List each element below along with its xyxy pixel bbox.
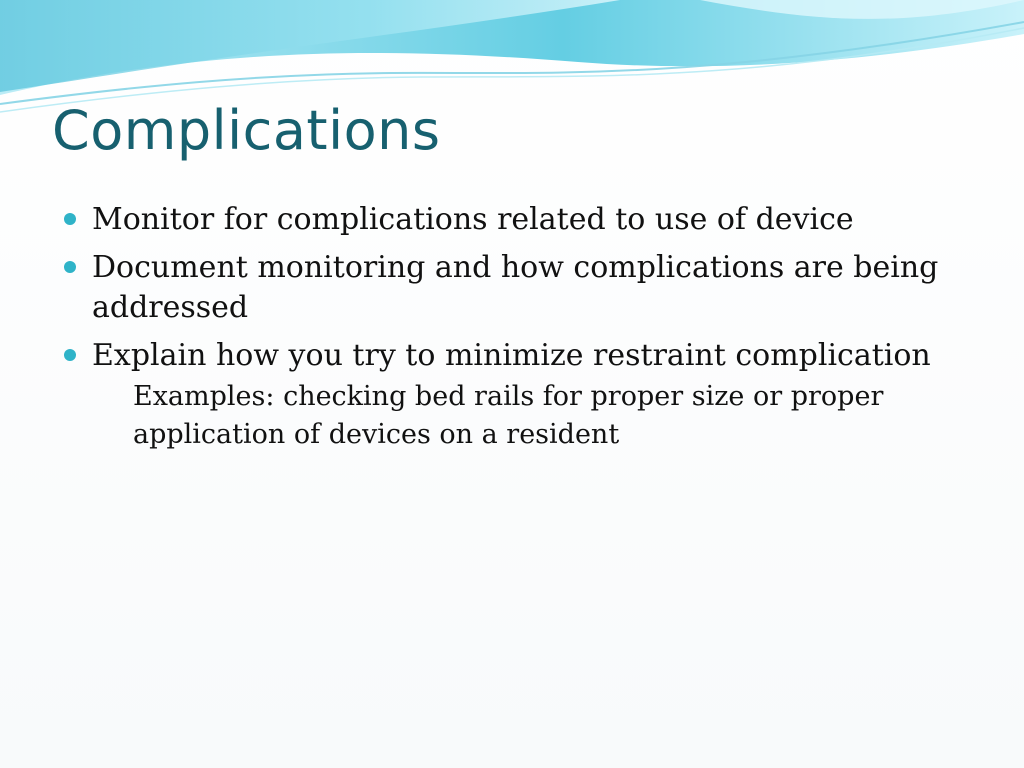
bullet-icon — [64, 349, 76, 361]
bullet-text: Explain how you try to minimize restraint complication — [92, 338, 931, 373]
bullet-text: Document monitoring and how complications are being addressed — [92, 250, 939, 325]
bullet-text: Monitor for complications related to use of device — [92, 202, 854, 237]
bullet-icon — [64, 213, 76, 225]
bullet-item — [62, 336, 942, 376]
bullet-item — [62, 200, 942, 240]
bullet-item — [62, 248, 942, 328]
bullet-list — [62, 200, 942, 454]
slide-title: Complications — [52, 99, 441, 162]
sub-bullet-text: Examples: checking bed rails for proper size or proper application of devices on a resident — [133, 381, 884, 450]
bullet-icon — [64, 261, 76, 273]
